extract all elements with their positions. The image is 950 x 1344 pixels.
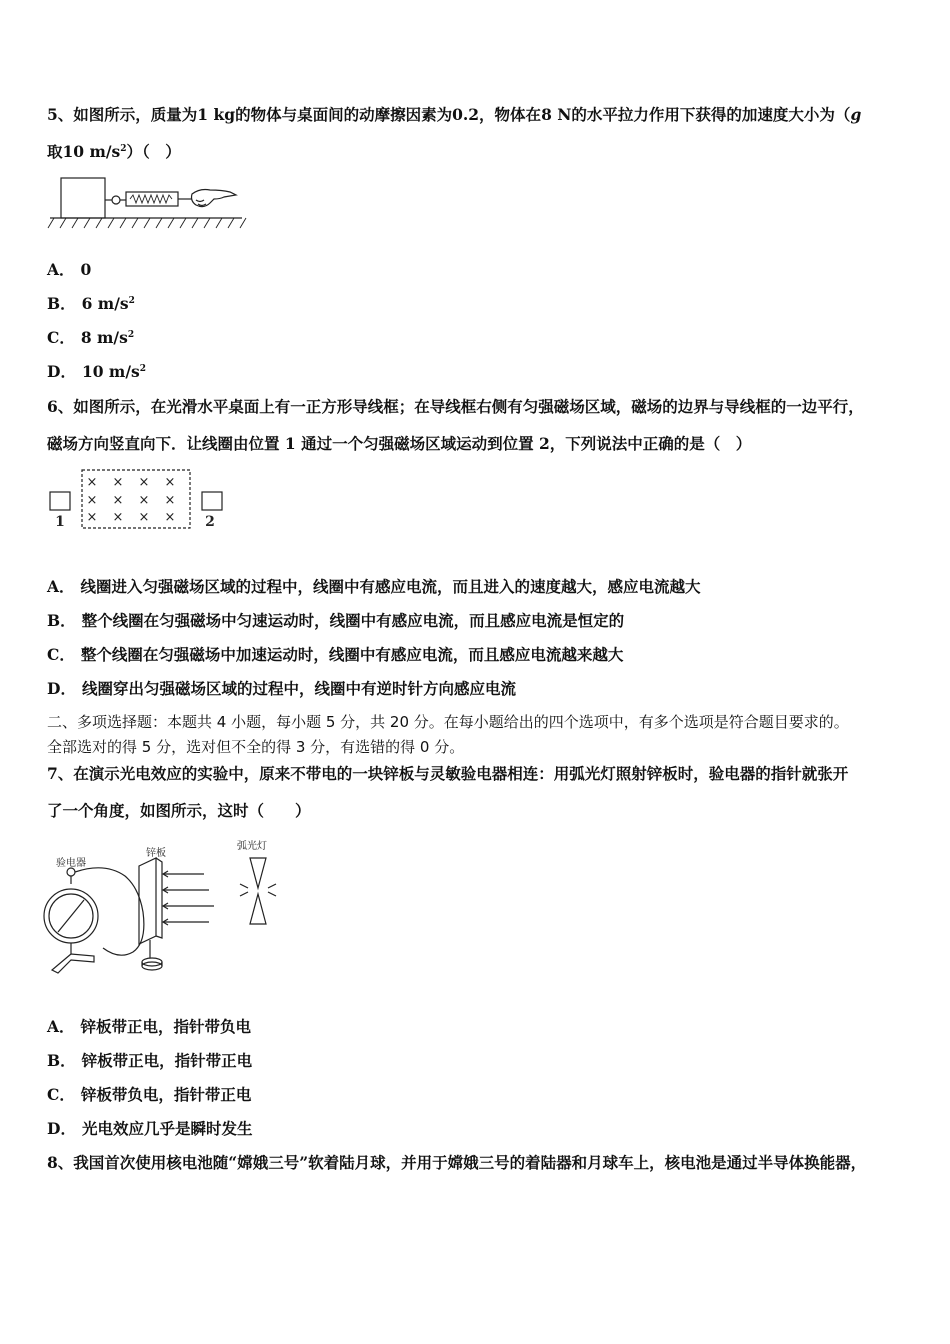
section-2-heading: 二、多项选择题：本题共 4 小题，每小题 5 分，共 20 分。在每小题给出的四个选项中，有多个选项是符合题目要求的。 (47, 713, 849, 731)
q7-option-a[interactable]: A． 锌板带正电，指针带负电 (47, 1017, 252, 1036)
zinc-plate-label: 锌板 (146, 848, 166, 859)
q5-option-d[interactable]: D． 10 $m/s^2$ (47, 362, 146, 381)
q7-option-b[interactable]: B． 锌板带正电，指针带正电 (47, 1051, 253, 1070)
q7-figure-photoelectric (44, 836, 284, 981)
position-1-label: 1 (55, 514, 65, 530)
field-cross: × (112, 510, 124, 525)
section-2-scoring: 全部选对的得 5 分，选对但不全的得 3 分，有选错的得 0 分。 (47, 738, 465, 756)
field-cross: × (164, 493, 176, 508)
field-cross: × (112, 493, 124, 508)
q6-option-d[interactable]: D． 线圈穿出匀强磁场区域的过程中，线圈中有逆时针方向感应电流 (47, 679, 516, 698)
q6-option-c[interactable]: C． 整个线圈在匀强磁场中加速运动时，线圈中有感应电流，而且感应电流越来越大 (47, 645, 624, 664)
q6-option-a[interactable]: A． 线圈进入匀强磁场区域的过程中，线圈中有感应电流，而且进入的速度越大，感应电流越大 (47, 577, 701, 596)
q7-stem-line1: 7、在演示光电效应的实验中，原来不带电的一块锌板与灵敏验电器相连：用弧光灯照射锌板时，验电器的指针就张开 (47, 764, 849, 783)
field-cross: × (86, 475, 98, 490)
electroscope-label: 验电器 (56, 858, 86, 869)
position-2-label: 2 (205, 514, 215, 530)
q8-stem-line1: 8、我国首次使用核电池随“嫦娥三号”软着陆月球，并用于嫦娥三号的着陆器和月球车上，核电池是通过半导体换能器， (47, 1153, 867, 1172)
field-cross: × (138, 475, 150, 490)
q7-option-c[interactable]: C． 锌板带负电，指针带正电 (47, 1085, 252, 1104)
q5-option-b[interactable]: B． 6 $m/s^2$ (47, 294, 135, 313)
q6-figure-magnetic-field (46, 466, 236, 534)
q5-figure-block-spring (46, 172, 246, 234)
q7-option-d[interactable]: D． 光电效应几乎是瞬时发生 (47, 1119, 253, 1138)
field-cross: × (164, 510, 176, 525)
q7-stem-line2: 了一个角度，如图所示，这时（ ） (47, 801, 311, 820)
field-cross: × (138, 493, 150, 508)
q6-option-b[interactable]: B． 整个线圈在匀强磁场中匀速运动时，线圈中有感应电流，而且感应电流是恒定的 (47, 611, 625, 630)
field-cross: × (86, 493, 98, 508)
q5-stem-line1: 5、如图所示，质量为1 kg的物体与桌面间的动摩擦因素为0.2，物体在8 N的水平拉力作用下获得的加速度大小为（g (47, 105, 862, 124)
q5-stem-line2: 取10 $m/s^2$）（ ） (47, 142, 181, 161)
field-cross: × (86, 510, 98, 525)
field-cross: × (138, 510, 150, 525)
arc-lamp-label: 弧光灯 (237, 841, 267, 852)
field-cross: × (164, 475, 176, 490)
field-cross: × (112, 475, 124, 490)
q5-option-a[interactable]: A． 0 (47, 260, 92, 279)
q6-stem-line1: 6、如图所示，在光滑水平桌面上有一正方形导线框；在导线框右侧有匀强磁场区域，磁场的边界与导线框的一边平行， (47, 397, 864, 416)
q5-option-c[interactable]: C． 8 $m/s^2$ (47, 328, 135, 347)
q6-stem-line2: 磁场方向竖直向下．让线圈由位置 1 通过一个匀强磁场区域运动到位置 2，下列说法中正确的是（ ） (47, 434, 752, 453)
